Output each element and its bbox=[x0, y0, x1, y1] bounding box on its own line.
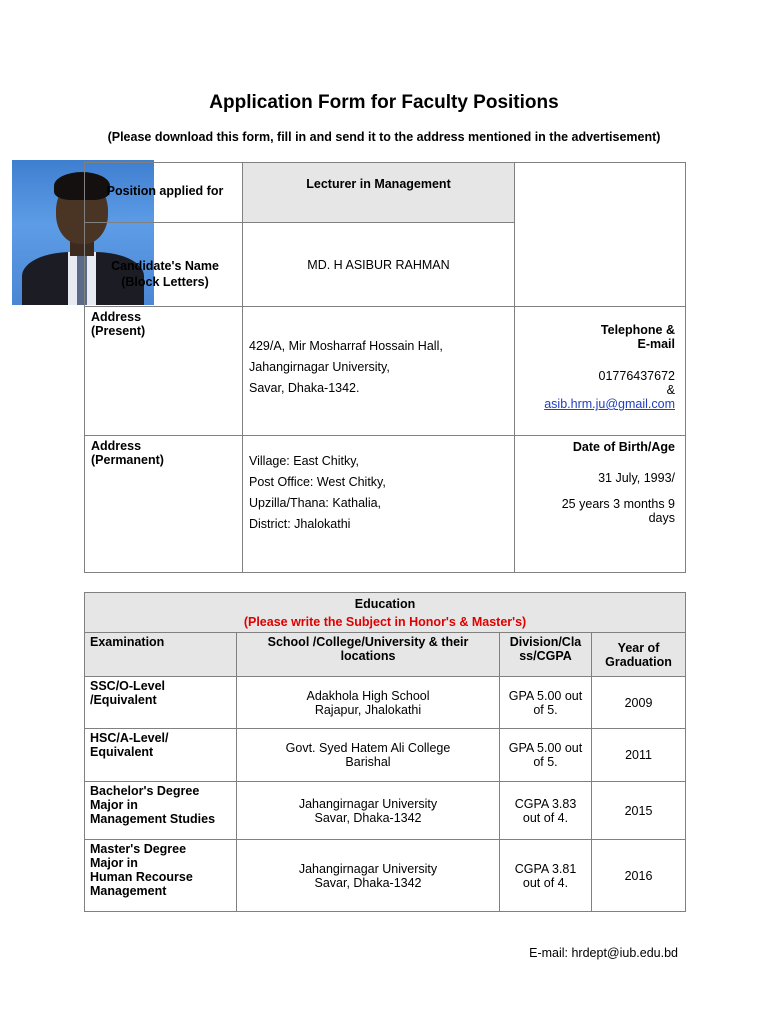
photo-blank-cell bbox=[515, 163, 686, 307]
year-cell: 2016 bbox=[592, 840, 686, 912]
result-line: out of 4. bbox=[522, 810, 569, 825]
footer-email: E-mail: hrdept@iub.edu.bd bbox=[529, 946, 678, 960]
result-line: GPA 5.00 out bbox=[508, 688, 583, 703]
address-permanent-line: Village: East Chitky, bbox=[249, 454, 360, 468]
telephone-label-line2: E-mail bbox=[637, 337, 675, 351]
exam-cell bbox=[85, 840, 237, 912]
table-row bbox=[85, 782, 686, 840]
table-row bbox=[85, 729, 686, 782]
exam-line: Human Recourse bbox=[90, 870, 193, 884]
year-cell: 2009 bbox=[592, 677, 686, 729]
exam-line: Equivalent bbox=[90, 745, 154, 759]
address-permanent-label bbox=[85, 436, 243, 573]
exam-line: Major in bbox=[90, 798, 138, 812]
age-value: 25 years 3 months 9 days bbox=[561, 497, 675, 525]
candidate-name-value: MD. H ASIBUR RAHMAN bbox=[243, 223, 515, 307]
education-heading: Education bbox=[354, 596, 416, 611]
exam-cell bbox=[85, 782, 237, 840]
school-cell bbox=[237, 729, 500, 782]
address-permanent-line: District: Jhalokathi bbox=[249, 517, 351, 531]
address-present-label-line2: (Present) bbox=[91, 324, 146, 338]
result-line: of 5. bbox=[533, 702, 558, 717]
result-cell bbox=[500, 677, 592, 729]
year-cell: 2015 bbox=[592, 782, 686, 840]
telephone-label-line1: Telephone & bbox=[600, 323, 675, 337]
header-year: Year of Graduation bbox=[592, 633, 686, 677]
school-line: Adakhola High School bbox=[306, 688, 430, 703]
result-line: GPA 5.00 out bbox=[508, 741, 583, 755]
school-cell bbox=[237, 677, 500, 729]
year-cell: 2011 bbox=[592, 729, 686, 782]
school-cell bbox=[237, 840, 500, 912]
table-row bbox=[85, 840, 686, 912]
personal-info-table bbox=[84, 162, 686, 573]
result-cell bbox=[500, 840, 592, 912]
school-line: Jahangirnagar University bbox=[298, 796, 438, 811]
address-present-line: Jahangirnagar University, bbox=[249, 360, 390, 374]
exam-line: /Equivalent bbox=[90, 693, 157, 707]
form-subtitle: (Please download this form, fill in and send it to the address mentioned in the advertisement) bbox=[107, 130, 661, 144]
address-present-line: 429/A, Mir Mosharraf Hossain Hall, bbox=[249, 339, 443, 353]
telephone-value: 01776437672 bbox=[598, 369, 675, 383]
exam-line: Management bbox=[90, 884, 167, 898]
school-line: Barishal bbox=[345, 755, 391, 769]
address-present-label bbox=[85, 307, 243, 436]
exam-cell bbox=[85, 677, 237, 729]
school-cell bbox=[237, 782, 500, 840]
address-permanent-label-line2: (Permanent) bbox=[91, 453, 164, 467]
exam-line: HSC/A-Level/ bbox=[90, 731, 169, 745]
school-line: Savar, Dhaka-1342 bbox=[314, 810, 422, 825]
exam-line: Master's Degree bbox=[90, 842, 187, 856]
result-cell bbox=[500, 729, 592, 782]
education-table bbox=[84, 592, 686, 912]
school-line: Rajapur, Jhalokathi bbox=[314, 702, 422, 717]
name-label-line1: Candidate's Name bbox=[111, 259, 219, 273]
exam-line: Major in bbox=[90, 856, 138, 870]
result-line: of 5. bbox=[533, 755, 558, 769]
education-note: (Please write the Subject in Honor's & Master's) bbox=[243, 614, 527, 629]
exam-line: Management Studies bbox=[90, 812, 216, 826]
form-title: Application Form for Faculty Positions bbox=[209, 92, 559, 113]
address-present-label-line1: Address bbox=[91, 310, 142, 324]
dob-label: Date of Birth/Age bbox=[572, 440, 675, 454]
address-permanent-label-line1: Address bbox=[91, 439, 142, 453]
header-result: Division/Cla ss/CGPA bbox=[500, 633, 592, 677]
address-permanent-value bbox=[243, 436, 515, 573]
telephone-cell bbox=[515, 307, 686, 436]
address-present-value bbox=[243, 307, 515, 436]
dob-value: 31 July, 1993/ bbox=[598, 471, 675, 485]
telephone-ampersand: & bbox=[666, 383, 675, 397]
result-line: out of 4. bbox=[522, 875, 569, 890]
exam-cell bbox=[85, 729, 237, 782]
header-examination: Examination bbox=[85, 633, 237, 677]
address-permanent-line: Post Office: West Chitky, bbox=[249, 475, 386, 489]
header-school: School /College/University & their locations bbox=[237, 633, 500, 677]
result-cell bbox=[500, 782, 592, 840]
school-line: Govt. Syed Hatem Ali College bbox=[285, 741, 451, 755]
dob-cell bbox=[515, 436, 686, 573]
education-heading-cell bbox=[85, 593, 686, 633]
exam-line: Bachelor's Degree bbox=[90, 784, 200, 798]
position-label: Position applied for bbox=[106, 184, 224, 198]
position-label-cell bbox=[85, 163, 243, 223]
table-row bbox=[85, 677, 686, 729]
address-present-line: Savar, Dhaka-1342. bbox=[249, 381, 360, 395]
school-line: Jahangirnagar University bbox=[298, 861, 438, 876]
position-value: Lecturer in Management bbox=[243, 163, 515, 223]
address-permanent-line: Upzilla/Thana: Kathalia, bbox=[249, 496, 382, 510]
result-line: CGPA 3.81 bbox=[514, 861, 577, 876]
school-line: Savar, Dhaka-1342 bbox=[314, 875, 422, 890]
email-link[interactable]: asib.hrm.ju@gmail.com bbox=[544, 397, 675, 411]
result-line: CGPA 3.83 bbox=[514, 796, 577, 811]
name-label-cell bbox=[85, 223, 243, 307]
exam-line: SSC/O-Level bbox=[90, 679, 166, 693]
name-label-line2: (Block Letters) bbox=[121, 275, 209, 289]
